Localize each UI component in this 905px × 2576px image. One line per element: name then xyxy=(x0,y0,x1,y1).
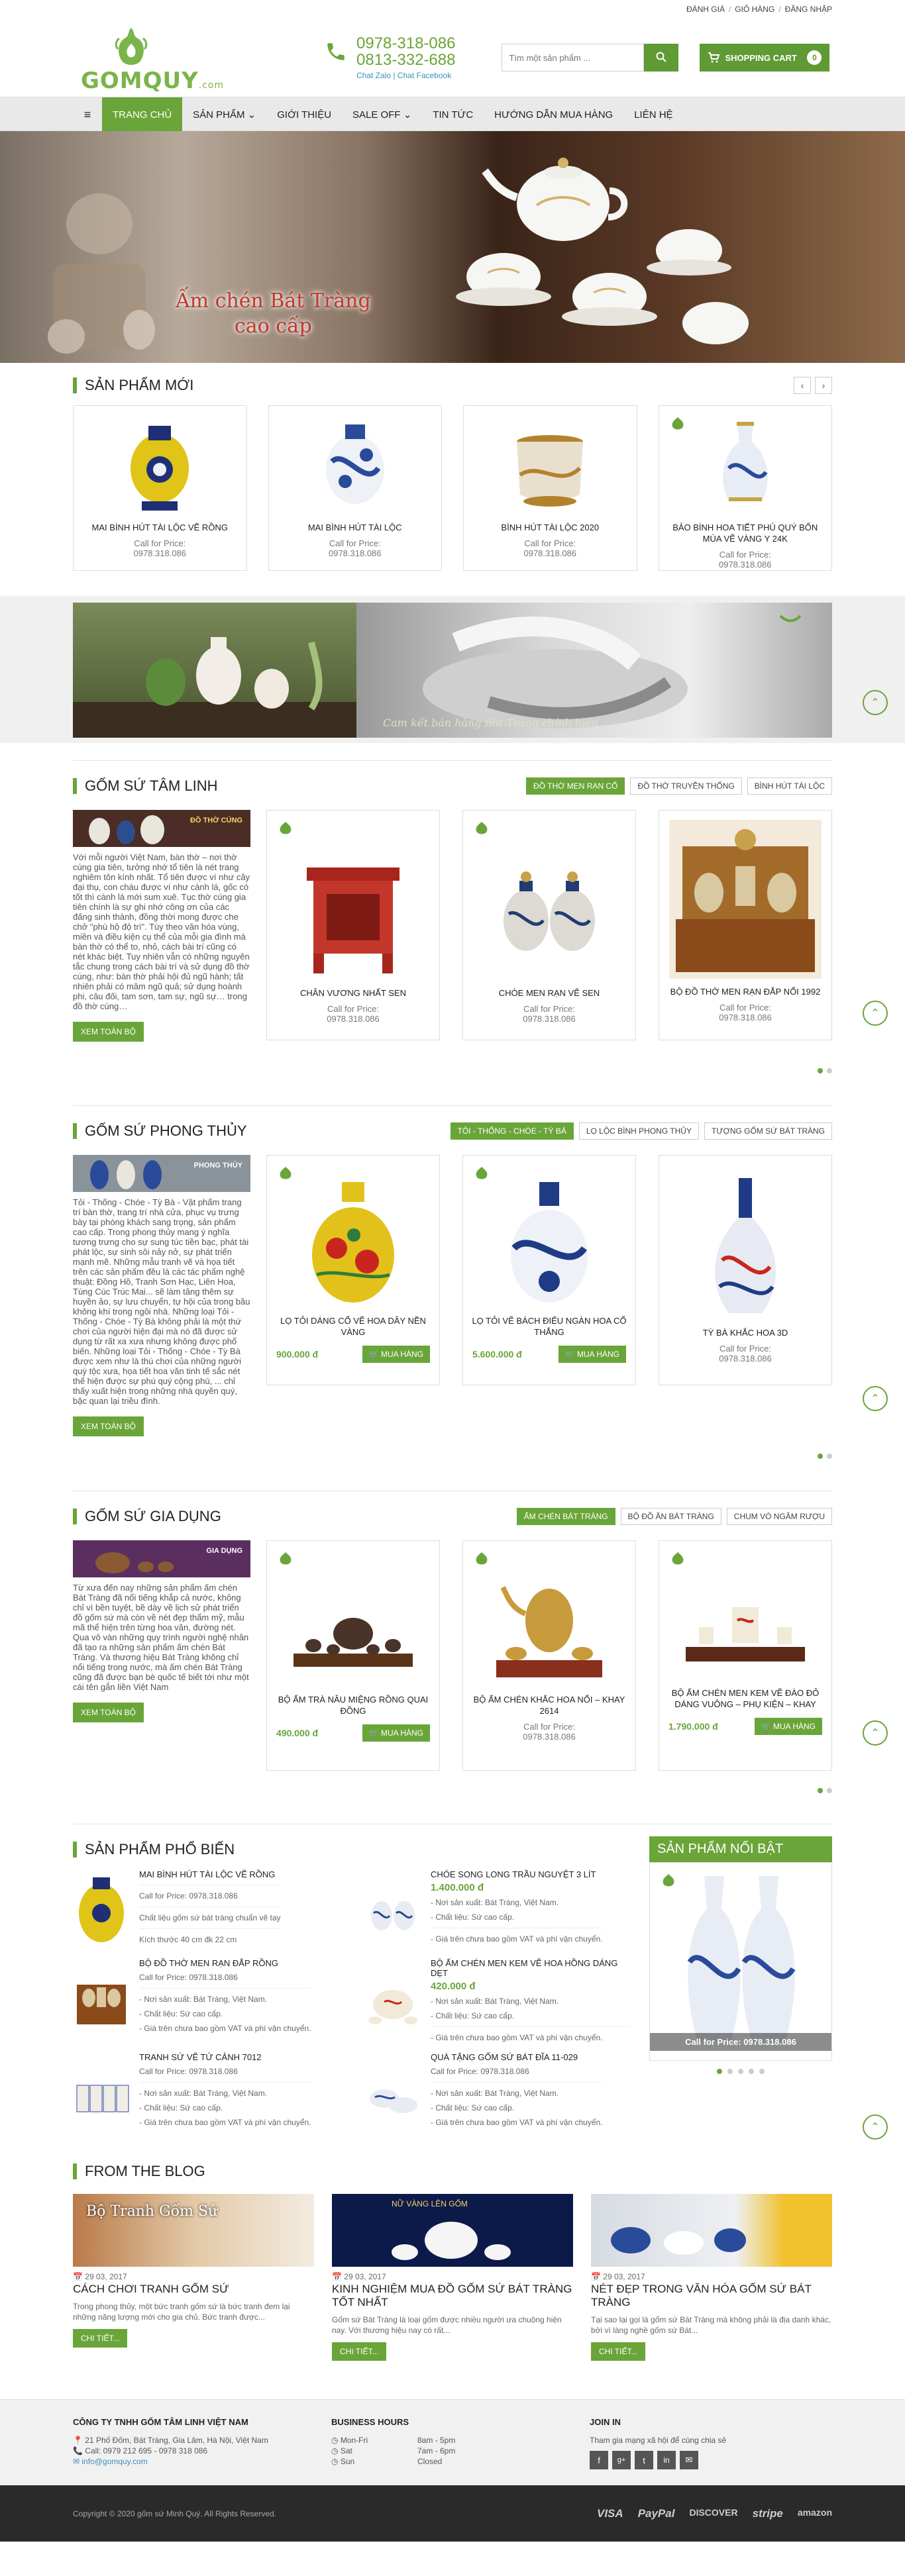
blog-excerpt: Gốm sứ Bát Tràng là loại gốm được nhiều người ưa chuộng hiện nay. Với thương hiệu nay có rất... xyxy=(332,2315,562,2335)
prev-arrow-icon[interactable]: ‹ xyxy=(794,377,811,394)
blog-date: 📅 29 03, 2017 xyxy=(591,2272,645,2281)
product-name[interactable]: BẢO BÌNH HOA TIẾT PHÚ QUÝ BỐN MÙA VẼ VÀNG Y 24K xyxy=(672,522,818,544)
company-email[interactable]: ✉ info@gomquy.com xyxy=(73,2457,148,2466)
hours-row: ◷ Mon-Fri 8am - 5pm xyxy=(331,2436,456,2445)
product-card[interactable] xyxy=(659,1540,832,1771)
hero-tea-set-image xyxy=(424,131,769,363)
phone-icon xyxy=(325,40,347,63)
scroll-up-icon[interactable]: ⌃ xyxy=(863,690,888,715)
product-thumbnail xyxy=(364,1869,421,1949)
nav-news[interactable]: TIN TỨC xyxy=(433,109,474,121)
product-phone: 0978.318.086 xyxy=(719,1013,772,1022)
read-more-button[interactable]: CHI TIẾT... xyxy=(591,2342,645,2361)
dot[interactable] xyxy=(818,1788,823,1793)
banner-label: ĐỒ THỜ CÚNG xyxy=(189,817,242,824)
tab-men-ran-co[interactable]: ĐỒ THỜ MEN RẠN CỔ xyxy=(526,777,625,795)
scroll-up-icon[interactable]: ⌃ xyxy=(863,2114,888,2140)
new-products-section xyxy=(73,372,832,571)
product-desc: - Giá trên chưa bao gồm VAT và phí vận chuyển. xyxy=(139,2118,311,2127)
product-price: 5.600.000 đ xyxy=(472,1349,522,1360)
nav-about[interactable]: GIỚI THIỆU xyxy=(277,109,332,121)
product-price: Call for Price: 0978.318.086 xyxy=(139,1891,238,1901)
site-footer xyxy=(0,2399,905,2485)
product-desc: - Chất liệu: Sứ cao cấp. xyxy=(139,2009,223,2018)
vases-banner-image xyxy=(73,1155,250,1192)
nav-products[interactable]: SẢN PHẨM ⌄ xyxy=(193,109,256,121)
household-section xyxy=(73,1491,832,1793)
dot[interactable] xyxy=(827,1454,832,1459)
product-name[interactable]: MAI BÌNH HÚT TÀI LỘC VẼ RỒNG xyxy=(91,522,228,532)
product-image xyxy=(709,415,782,515)
watermark-logo-icon xyxy=(276,821,295,836)
blog-date: 📅 29 03, 2017 xyxy=(73,2272,127,2281)
product-card[interactable] xyxy=(268,405,443,571)
divider: / xyxy=(778,5,781,14)
logo[interactable] xyxy=(73,21,225,94)
buy-button[interactable]: 🛒 MUA HÀNG xyxy=(559,1346,626,1363)
scroll-up-icon[interactable]: ⌃ xyxy=(863,1720,888,1746)
product-image xyxy=(696,1174,795,1320)
product-price: Call for Price: 0978.318.086 xyxy=(139,2067,238,2076)
product-image xyxy=(500,1175,599,1308)
logo-text: GOMQUY.com xyxy=(81,68,225,94)
category-intro xyxy=(73,1155,250,1436)
hours-row: ◷ Sun Closed xyxy=(331,2457,443,2466)
contact-block xyxy=(325,35,455,80)
search-icon xyxy=(656,52,666,62)
chat-links[interactable]: Chat Zalo | Chat Facebook xyxy=(356,71,452,80)
product-price: 420.000 đ xyxy=(431,1981,476,1992)
product-card[interactable] xyxy=(659,405,833,571)
category-description: Từ xưa đến nay những sản phẩm ấm chén Bát Tràng đã nổi tiếng khắp cả nước, không chỉ vì bền tuyệt, bề dày về lịch sử phát triển đồ gốm sứ mà còn về nét đẹp thẩm mỹ, mẫu mã thể hiện trên từng hoa văn, đường nét. Qua vô vàn những quy trình người nghệ nhân đã tạo ra những sản phẩm ấm chén Bát Tràng. Và thương hiệu Bát Tràng không chỉ nổi tiếng trong nước, mà ấm chén Bát Tràng cũng đã được bạn bè quốc tế biết tới như một cái tên gắn liền Việt Nam xyxy=(73,1583,249,1692)
product-image xyxy=(297,848,409,980)
category-description: Với mỗi người Việt Nam, bàn thờ – nơi thờ cúng gia tiên, tưởng nhớ tổ tiên là nét trang nghiêm tôn kính nhất. Tổ tiên được ví như cây đại thụ, con cháu được ví như cành lá, gốc có tốt thì cành lá mới sum xuê. Tục thờ cúng gia tiên chính là sự ghi nhớ công ơn của các đấng sinh thành, đồng thời mong được che chở "phù hộ độ trì". Tùy theo văn hóa vùng, miền và điều kiện cụ thể của mỗi gia đình mà bàn thờ có thể to, nhỏ, cách bài trí cũng có nét khác biệt. Tuy nhiên vẫn có những nguyên tắc chung trong cách bài trí và sử dụng đồ thờ cúng, như: bàn thờ phải hội đủ ngũ hành; tất nhiên phải có mâm ngũ quả; sử dụng hoành phi, câu đối, tam sơn, tam sự, ngũ sự… trong đồ thờ cúng… xyxy=(73,852,250,1011)
tab-tuong-gom-su[interactable]: TƯỢNG GỐM SỨ BÁT TRÀNG xyxy=(704,1122,832,1140)
blog-post[interactable] xyxy=(332,2194,573,2361)
title-accent xyxy=(73,377,77,393)
product-price: Call for Price: 0978.318.086 xyxy=(431,2067,529,2076)
login-link[interactable]: ĐĂNG NHẬP xyxy=(784,5,832,14)
stripe-icon: stripe xyxy=(752,2506,783,2520)
carousel-dots xyxy=(73,1068,832,1073)
search-button[interactable] xyxy=(644,44,678,72)
popular-section xyxy=(73,1824,832,2141)
buy-button[interactable]: 🛒 MUA HÀNG xyxy=(755,1718,822,1735)
watermark-logo-icon xyxy=(668,417,687,431)
phone-number-2[interactable]: 0813-332-688 xyxy=(356,51,456,69)
tab-chum-vo[interactable]: CHUM VÒ NGÂM RƯỢU xyxy=(727,1508,832,1525)
product-desc: - Giá trên chưa bao gồm VAT và phí vận chuyển. xyxy=(431,2118,603,2127)
product-thumbnail xyxy=(364,2052,421,2132)
dot[interactable] xyxy=(738,2069,743,2074)
blog-image xyxy=(73,2194,314,2267)
top-links xyxy=(73,0,832,19)
product-image xyxy=(493,848,606,980)
watermark-logo-icon xyxy=(668,1552,687,1566)
product-thumbnail xyxy=(73,1869,130,1949)
blog-image xyxy=(591,2194,832,2267)
category-description: Tỏi - Thống - Chóe - Tỳ Bà - Vật phẩm trang trí bàn thờ, trang trí nhà cửa, phục vụ trưng bày tại phòng khách sang trọng, sản phẩm cao cấp. Trong phong thủy mang ý nghĩa tương trưng cho sự sung túc tiền bạc, phát tài phát lộc, sự sinh sôi nảy nở, sự phát triển mạnh mẽ. Những mẫu tranh vẽ và họa tiết trên các sản phẩm đều là các tác phẩm nghệ thuật: Đồng Hồ, Tranh Sơn Hạc, Liên Hoa, Tùng Cúc Trúc Mai... sẽ làm tăng thêm sự huyền ảo, sự lưu chuyển, tự hội của trong bầu không khí trong ngôi nhà. Những loại Tỏi - Thống - Chóe - Tỳ Bà không phải là một thứ chơi của người hiện đại mà nó đã được sử dụng từ rất xa xưa nhưng không được phổ biến. Những loại Tỏi - Thống - Chóe - Tỳ Bà được xem như là thú chơi của những người quý tộc xưa, họa tiết hoa văn tinh tế sắc nét thể hiện được sự phú quý cộng phú, ... chỉ thấy xuất hiện trong những nhà quyền quý, bậc quan lại triều đình. xyxy=(73,1197,250,1406)
featured-product-card[interactable] xyxy=(649,1862,832,2061)
section-title: GỐM SỨ TÂM LINH xyxy=(85,777,218,794)
section-title: SẢN PHẨM MỚI xyxy=(85,377,194,393)
dot[interactable] xyxy=(827,1788,832,1793)
product-desc: - Chất liệu: Sứ cao cấp. xyxy=(431,1912,515,1922)
category-banner[interactable] xyxy=(73,1155,250,1192)
call-for-price: Call for Price: xyxy=(523,1004,576,1014)
watermark-logo-icon xyxy=(472,1166,491,1181)
vases-image xyxy=(73,603,356,738)
product-desc: - Nơi sản xuất: Bát Tràng, Việt Nam. xyxy=(431,2089,559,2098)
product-card[interactable] xyxy=(266,810,440,1040)
call-for-price: Call for Price: xyxy=(719,1003,772,1013)
popular-item[interactable] xyxy=(364,1869,629,1949)
nav-buying-guide[interactable]: HƯỚNG DẪN MUA HÀNG xyxy=(494,109,613,121)
product-name[interactable]: BỘ ẤM CHÉN MEN KEM VẼ HOA HỒNG DÁNG DẸT xyxy=(431,1958,618,1978)
section-title: GỐM SỨ GIA DỤNG xyxy=(85,1508,221,1524)
call-for-price: Call for Price: xyxy=(524,538,576,548)
product-image xyxy=(303,1175,403,1308)
blog-image xyxy=(332,2194,573,2267)
hero-caption: Ấm chén Bát Tràng cao cấp xyxy=(176,289,371,338)
linkedin-icon[interactable]: in xyxy=(657,2451,676,2469)
product-price: 900.000 đ xyxy=(276,1349,319,1360)
paypal-icon: PayPal xyxy=(637,2506,675,2520)
title-accent xyxy=(73,1842,77,1858)
promo-image-vases[interactable] xyxy=(73,603,356,738)
promo-band xyxy=(0,596,905,743)
company-phone[interactable]: 📞 Call: 0979 212 695 - 0978 318 086 xyxy=(73,2446,208,2455)
main-nav xyxy=(0,97,905,131)
read-more-button[interactable]: CHI TIẾT... xyxy=(332,2342,386,2361)
title-accent xyxy=(73,1123,77,1139)
product-name[interactable]: CHÓE SONG LONG TRẦU NGUYỆT 3 LÍT xyxy=(431,1869,596,1879)
product-name[interactable]: CHÂN VƯƠNG NHẤT SEN xyxy=(300,988,406,998)
scroll-up-icon[interactable]: ⌃ xyxy=(863,1001,888,1026)
product-card[interactable] xyxy=(266,1155,440,1385)
title-accent xyxy=(73,1509,77,1524)
product-name[interactable]: MAI BÌNH HÚT TÀI LỘC VẼ RỒNG xyxy=(139,1869,276,1879)
product-desc: Kích thước 40 cm đk 22 cm xyxy=(139,1935,237,1944)
cart-count-badge: 0 xyxy=(807,50,822,65)
hero-artisan-image xyxy=(27,184,172,356)
featured-price: Call for Price: 0978.318.086 xyxy=(650,2033,831,2051)
product-name[interactable]: QUÀ TẶNG GỐM SỨ BÁT ĐĨA 11-029 xyxy=(431,2052,578,2062)
product-phone: 0978.318.086 xyxy=(718,560,772,570)
product-phone: 0978.318.086 xyxy=(133,548,187,558)
product-phone: 0978.318.086 xyxy=(328,548,382,558)
nav-home[interactable]: TRANG CHỦ xyxy=(102,97,182,132)
product-name[interactable]: MAI BÌNH HÚT TÀI LỘC xyxy=(307,522,402,532)
shopping-cart-button[interactable] xyxy=(700,44,829,72)
nav-sale-off[interactable]: SALE OFF ⌄ xyxy=(352,109,412,121)
product-name[interactable]: CHÓE MEN RẠN VẼ SEN xyxy=(498,988,600,998)
blog-excerpt: Trong phong thủy, một bức tranh gốm sứ là bức tranh đem lại những năng lượng mới cho gia chủ. Bức tranh được... xyxy=(73,2302,290,2322)
call-for-price: Call for Price: xyxy=(329,538,381,548)
site-header xyxy=(73,19,832,97)
product-name[interactable]: BỘ ĐỒ THỜ MEN RẠN ĐẮP RỒNG xyxy=(139,1958,279,1968)
carousel-dots xyxy=(73,1454,832,1459)
section-title: GỐM SỨ PHONG THỦY xyxy=(85,1122,247,1139)
menu-icon[interactable]: ≡ xyxy=(83,107,91,121)
blog-banner-text: Bộ Tranh Gốm Sứ xyxy=(86,2203,218,2220)
product-thumbnail xyxy=(73,2052,130,2132)
popular-item[interactable] xyxy=(364,1958,629,2043)
product-card[interactable] xyxy=(73,405,247,571)
next-arrow-icon[interactable]: › xyxy=(815,377,832,394)
review-link[interactable]: ĐÁNH GIÁ xyxy=(686,5,725,14)
promo-image-hands[interactable] xyxy=(356,603,832,738)
blog-excerpt: Tại sao lại gọi là gốm sứ Bát Tràng mà không phải là địa danh khác, bởi vì làng nghề gốm sứ Bát... xyxy=(591,2315,831,2335)
product-price: 1.400.000 đ xyxy=(431,1882,484,1893)
watermark-logo-icon xyxy=(276,1166,295,1181)
visa-icon: VISA xyxy=(597,2506,623,2520)
dot[interactable] xyxy=(727,2069,733,2074)
product-desc: - Nơi sản xuất: Bát Tràng, Việt Nam. xyxy=(431,1898,559,1907)
featured-products xyxy=(649,1836,832,2141)
banner-label: PHONG THỦY xyxy=(193,1162,242,1169)
email-icon[interactable]: ✉ xyxy=(680,2451,698,2469)
spiritual-section xyxy=(73,760,832,1073)
title-accent xyxy=(73,2163,77,2179)
phone-number-1[interactable]: 0978-318-086 xyxy=(356,34,456,52)
product-name[interactable]: BỘ ẤM CHÉN KHẮC HOA NỔI – KHAY 2614 xyxy=(473,1695,625,1716)
facebook-icon[interactable]: f xyxy=(590,2451,608,2469)
product-name[interactable]: LỌ TỎI VẼ BÁCH ĐIỂU NGÀN HOA CỔ THẮNG xyxy=(472,1316,627,1337)
product-desc: - Chất liệu: Sứ cao cấp. xyxy=(139,2103,223,2112)
copyright-text: Copyright © 2020 gốm sứ Minh Quý. All Rights Reserved. xyxy=(73,2508,277,2518)
product-desc: - Chất liệu: Sứ cao cấp. xyxy=(431,2011,515,2020)
product-desc: - Giá trên chưa bao gồm VAT và phí vận chuyển. xyxy=(431,2033,603,2042)
section-title: FROM THE BLOG xyxy=(85,2163,205,2179)
cart-icon xyxy=(708,52,719,63)
watermark-logo-icon xyxy=(472,1552,491,1566)
tab-loc-binh[interactable]: LỌ LỘC BÌNH PHONG THỦY xyxy=(579,1122,699,1140)
watermark-logo-icon xyxy=(472,821,491,836)
amazon-icon: amazon xyxy=(797,2506,832,2518)
view-all-button[interactable]: XEM TOÀN BỘ xyxy=(73,1703,144,1722)
tab-truyen-thong[interactable]: ĐỒ THỜ TRUYỀN THỐNG xyxy=(630,777,741,795)
tab-toi-thong-choe-ty-ba[interactable]: TỎI - THỐNG - CHÓE - TỲ BÀ xyxy=(451,1122,574,1140)
product-phone: 0978.318.086 xyxy=(327,1014,380,1024)
altar-image xyxy=(73,810,250,847)
call-for-price: Call for Price: xyxy=(719,1344,772,1354)
product-image xyxy=(287,1587,419,1687)
dot[interactable] xyxy=(818,1454,823,1459)
product-phone: 0978.318.086 xyxy=(523,1014,576,1024)
popular-item[interactable] xyxy=(73,2052,338,2132)
product-name[interactable]: TRANH SỨ VẼ TỨ CẢNH 7012 xyxy=(139,2052,262,2062)
tab-bo-do-an[interactable]: BỘ ĐỒ ĂN BÁT TRÀNG xyxy=(621,1508,721,1525)
fengshui-section xyxy=(73,1105,832,1459)
product-phone: 0978.318.086 xyxy=(523,1732,576,1742)
popular-item[interactable] xyxy=(364,2052,629,2132)
product-name[interactable]: TỲ BÀ KHẮC HOA 3D xyxy=(702,1328,788,1338)
product-desc: - Chất liệu: Sứ cao cấp. xyxy=(431,2103,515,2112)
hours-title: BUSINESS HOURS xyxy=(331,2417,409,2427)
product-name[interactable]: LỌ TỎI DÁNG CỔ VẼ HOA DÂY NỀN VÀNG xyxy=(280,1316,426,1337)
scroll-up-icon[interactable]: ⌃ xyxy=(863,1386,888,1411)
product-image xyxy=(500,415,600,515)
product-card[interactable] xyxy=(462,1540,636,1771)
product-card[interactable] xyxy=(462,1155,636,1385)
tab-am-chen[interactable]: ẤM CHÉN BÁT TRÀNG xyxy=(517,1508,615,1525)
product-desc: - Giá trên chưa bao gồm VAT và phí vận chuyển. xyxy=(139,2024,311,2033)
category-banner[interactable] xyxy=(73,810,250,847)
product-name[interactable]: BỘ ẤM TRÀ NÂU MIỆNG RỒNG QUAI ĐỒNG xyxy=(278,1695,429,1716)
call-for-price: Call for Price: xyxy=(134,538,186,548)
product-phone: 0978.318.086 xyxy=(523,548,577,558)
blog-section xyxy=(73,2158,832,2361)
blog-title[interactable]: NÉT ĐẸP TRONG VĂN HÓA GỐM SỨ BÁT TRÀNG xyxy=(591,2283,812,2308)
product-name[interactable]: BÌNH HÚT TÀI LỘC 2020 xyxy=(501,522,600,532)
product-price: 1.790.000 đ xyxy=(668,1721,718,1732)
watermark-logo-icon xyxy=(276,1552,295,1566)
company-name: CÔNG TY TNHH GỐM TÂM LINH VIỆT NAM xyxy=(73,2417,248,2427)
dot[interactable] xyxy=(749,2069,754,2074)
section-title: SẢN PHẨM PHỔ BIẾN xyxy=(85,1841,235,1858)
product-card[interactable] xyxy=(463,405,637,571)
copyright-bar xyxy=(0,2485,905,2542)
product-desc: - Giá trên chưa bao gồm VAT và phí vận chuyển. xyxy=(431,1934,603,1944)
product-price: Call for Price: 0978.318.086 xyxy=(139,1973,238,1982)
call-for-price: Call for Price: xyxy=(523,1722,576,1732)
blog-post[interactable] xyxy=(591,2194,832,2361)
google-plus-icon[interactable]: g+ xyxy=(612,2451,631,2469)
search-form xyxy=(502,44,678,72)
title-accent xyxy=(73,778,77,794)
payment-methods xyxy=(597,2507,832,2520)
blog-title[interactable]: CÁCH CHƠI TRANH GỐM SỨ xyxy=(73,2283,229,2295)
cart-link[interactable]: GIỎ HÀNG xyxy=(735,5,775,14)
product-image xyxy=(319,415,392,515)
banner-label: GIA DỤNG xyxy=(206,1547,242,1555)
read-more-button[interactable]: CHI TIẾT... xyxy=(73,2329,127,2348)
product-card[interactable] xyxy=(659,810,832,1040)
product-name[interactable]: BỘ ĐỒ THỜ MEN RẠN ĐẮP NỔI 1992 xyxy=(670,987,821,997)
product-image xyxy=(679,1581,812,1680)
product-image xyxy=(483,1561,615,1687)
product-desc: - Nơi sản xuất: Bát Tràng, Việt Nam. xyxy=(139,2089,268,2098)
dot[interactable] xyxy=(818,1068,823,1073)
dot[interactable] xyxy=(827,1068,832,1073)
blog-date: 📅 29 03, 2017 xyxy=(332,2272,386,2281)
popular-item[interactable] xyxy=(73,1958,338,2043)
buy-button[interactable]: 🛒 MUA HÀNG xyxy=(362,1346,430,1363)
product-price: 490.000 đ xyxy=(276,1728,319,1738)
nav-contact[interactable]: LIÊN HỆ xyxy=(634,109,673,121)
hero-banner[interactable] xyxy=(0,131,905,363)
dot[interactable] xyxy=(717,2069,722,2074)
ceramics-image xyxy=(591,2194,832,2267)
search-input[interactable] xyxy=(502,44,644,72)
product-image xyxy=(669,820,822,979)
product-desc: - Nơi sản xuất: Bát Tràng, Việt Nam. xyxy=(139,1995,268,2004)
twitter-icon[interactable]: t xyxy=(635,2451,653,2469)
product-desc: - Nơi sản xuất: Bát Tràng, Việt Nam. xyxy=(431,1997,559,2006)
category-banner[interactable] xyxy=(73,1540,250,1577)
dot[interactable] xyxy=(759,2069,765,2074)
buy-button[interactable]: 🛒 MUA HÀNG xyxy=(362,1724,430,1742)
product-thumbnail xyxy=(364,1958,421,2038)
call-for-price: Call for Price: xyxy=(327,1004,380,1014)
company-address: 📍 21 Phố Đốm, Bát Tràng, Gia Lâm, Hà Nội, Việt Nam xyxy=(73,2436,268,2445)
product-image xyxy=(123,415,196,515)
category-intro xyxy=(73,1540,250,1771)
tab-binh-hut-tai-loc[interactable]: BÌNH HÚT TÀI LỘC xyxy=(747,777,832,795)
featured-dots xyxy=(649,2069,832,2074)
carousel-dots xyxy=(73,1788,832,1793)
watermark-logo-icon xyxy=(659,1873,678,1888)
blog-banner-text: NỮ VÀNG LÊN GỐM xyxy=(392,2199,468,2208)
product-card[interactable] xyxy=(659,1155,832,1385)
promo-slogan: Cam kết bán hàng Bát Tràng chính hiệu xyxy=(383,717,599,729)
featured-vases-image xyxy=(650,1863,831,2061)
divider: / xyxy=(728,5,731,14)
logo-vase-icon xyxy=(113,26,150,68)
join-text: Tham gia mạng xã hội để cùng chia sẻ xyxy=(590,2436,727,2445)
social-links xyxy=(590,2451,726,2469)
call-for-price: Call for Price: xyxy=(719,550,771,560)
product-name[interactable]: BỘ ẤM CHÉN MEN KEM VẼ ĐÀO ĐỎ DÁNG VUÔNG – PHỤ KIỆN – KHAY xyxy=(671,1688,820,1709)
hours-row: ◷ Sat 7am - 6pm xyxy=(331,2446,456,2455)
category-intro xyxy=(73,810,250,1042)
join-title: JOIN IN xyxy=(590,2417,621,2427)
product-card[interactable] xyxy=(266,1540,440,1771)
view-all-button[interactable]: XEM TOÀN BỘ xyxy=(73,1416,144,1436)
product-card[interactable] xyxy=(462,810,636,1040)
discover-icon: DISCOVER xyxy=(689,2506,738,2518)
popular-item[interactable] xyxy=(73,1869,338,1949)
blog-post[interactable] xyxy=(73,2194,314,2361)
featured-title: SẢN PHẨM NỔI BẬT xyxy=(649,1836,832,1862)
product-thumbnail xyxy=(73,1958,130,2038)
product-desc: Chất liệu gốm sứ bát tràng chuẩn vẽ tay xyxy=(139,1913,281,1922)
blog-title[interactable]: KINH NGHIỆM MUA ĐỒ GỐM SỨ BÁT TRÀNG TỐT NHẤT xyxy=(332,2283,572,2308)
cart-label: SHOPPING CART xyxy=(725,52,797,63)
product-phone: 0978.318.086 xyxy=(719,1354,772,1363)
teapot-banner-image xyxy=(73,1540,250,1577)
view-all-button[interactable]: XEM TOÀN BỘ xyxy=(73,1022,144,1042)
